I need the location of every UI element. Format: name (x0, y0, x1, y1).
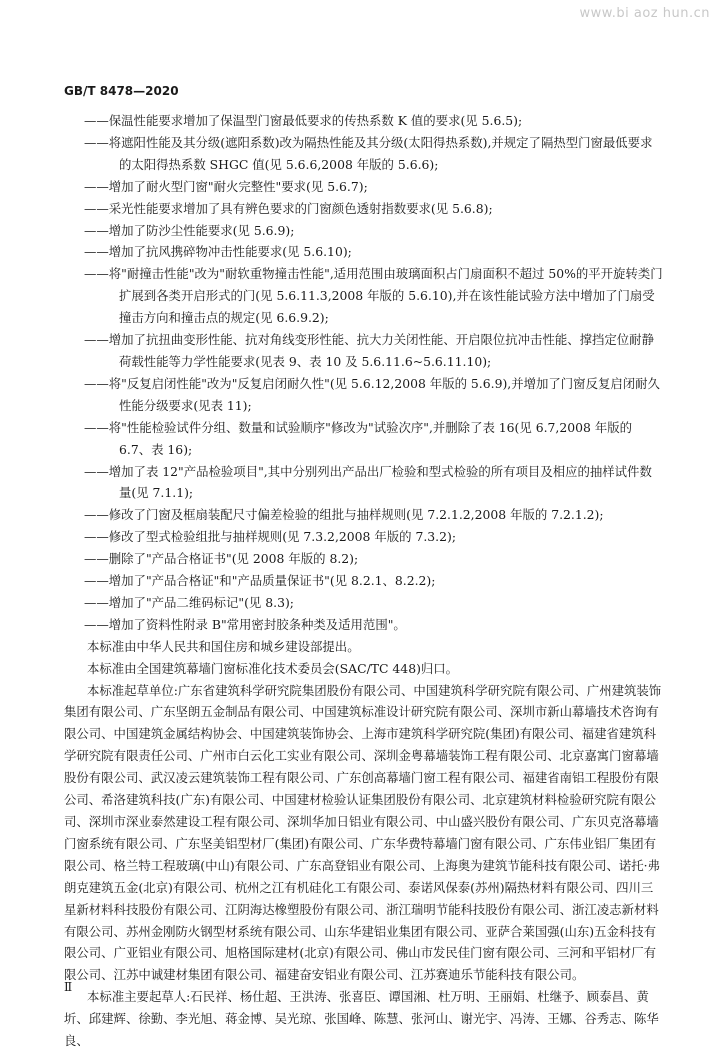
centralizing-paragraph: 本标准由全国建筑幕墙门窗标准化技术委员会(SAC/TC 448)归口。 (87, 660, 459, 676)
change-item: ——将"反复启闭性能"改为"反复启闭耐久性"(见 5.6.12,2008 年版的 5.6.9),并增加了门窗反复启闭耐久性能分级要求(见表 11); (84, 375, 660, 413)
change-item: ——修改了型式检验组批与抽样规则(见 7.3.2,2008 年版的 7.3.2); (84, 529, 456, 545)
change-item: ——删除了"产品合格证书"(见 2008 年版的 8.2); (84, 551, 359, 567)
body-text (64, 110, 664, 1052)
change-item: ——增加了"产品二维码标记"(见 8.3); (84, 594, 294, 610)
change-item: ——增加了抗扭曲变形性能、抗对角线变形性能、抗大力关闭性能、开启限位抗冲击性能、撑挡定位耐静荷载性能等力学性能要求(见表 9、表 10 及 5.6.11.6~5.6.11.10); (84, 332, 654, 369)
proposer-paragraph: 本标准由中华人民共和国住房和城乡建设部提出。 (87, 638, 360, 654)
change-item: ——修改了门窗及框扇装配尺寸偏差检验的组批与抽样规则(见 7.2.1.2,2008 年版的 7.2.1.2); (84, 507, 604, 523)
page-number: Ⅱ (64, 980, 73, 994)
change-item: ——将"耐撞击性能"改为"耐软重物撞击性能",适用范围由玻璃面积占门扇面积不超过 50%的平开旋转类门扩展到各类开启形式的门(见 5.6.11.3,2008 年版的 5.6.10),并在该性能试验方法中增加了门扇受撞击方向和撞击点的规定(见 6.6.9.2); (84, 266, 663, 326)
change-item: ——采光性能要求增加了具有辨色要求的门窗颜色透射指数要求(见 5.6.8); (84, 200, 493, 216)
change-item: ——增加了防沙尘性能要求(见 5.6.9); (84, 222, 295, 238)
change-item: ——增加了抗风携碎物冲击性能要求(见 5.6.10); (84, 244, 352, 260)
change-item: ——将"性能检验试件分组、数量和试验顺序"修改为"试验次序",并删除了表 16(见 6.7,2008 年版的 6.7、表 16); (84, 419, 633, 457)
change-item: ——增加了"产品合格证"和"产品质量保证书"(见 8.2.1、8.2.2); (84, 573, 436, 589)
drafting-units-paragraph: 本标准起草单位:广东省建筑科学研究院集团股份有限公司、中国建筑科学研究院有限公司、广州建筑装饰集团有限公司、广东坚朗五金制品有限公司、中国建筑标准设计研究院有限公司、深圳市新山幕墙技术咨询有限公司、中国建筑金属结构协会、中国建筑装饰协会、上海市建筑科学研究院(集团)有限公司、福建省建筑科学研究院有限责任公司、广州市白云化工实业有限公司、深圳金粤幕墙装饰工程有限公司、北京嘉寓门窗幕墙股份有限公司、武汉凌云建筑装饰工程有限公司、广东创高幕墙门窗工程有限公司、福建省南铝工程股份有限公司、希洛建筑科技(广东)有限公司、中国建材检验认证集团股份有限公司、北京建筑材料检验研究院有限公司、深圳市深业泰然建设工程有限公司、深圳华加日铝业有限公司、中山盛兴股份有限公司、广东贝克洛幕墙门窗系统有限公司、广东坚美铝型材厂(集团)有限公司、广东华费特幕墙门窗有限公司、广东伟业铝厂集团有限公司、格兰特工程玻璃(中山)有限公司、广东高登铝业有限公司、上海奥为建筑节能科技有限公司、诺托·弗朗克建筑五金(北京)有限公司、杭州之江有机硅化工有限公司、泰诺风保泰(苏州)隔热材料有限公司、四川三星新材料科技股份有限公司、江阴海达橡塑股份有限公司、浙江瑞明节能科技股份有限公司、浙江凌志新材料有限公司、苏州金刚防火钢型材系统有限公司、山东华建铝业集团有限公司、亚萨合莱国强(山东)五金科技有限公司、广亚铝业有限公司、旭格国际建材(北京)有限公司、佛山市发民佳门窗有限公司、三河和平铝材厂有限公司、江苏中诚建材集团有限公司、福建奋安铝业有限公司、江苏赛迪乐节能科技有限公司。 (64, 682, 662, 983)
change-item: ——增加了表 12"产品检验项目",其中分别列出产品出厂检验和型式检验的所有项目及相应的抽样试件数量(见 7.1.1); (84, 463, 652, 501)
change-item: ——增加了资料性附录 B"常用密封胶条种类及适用范围"。 (84, 616, 406, 632)
standard-code: GB/T 8478—2020 (64, 84, 179, 98)
change-item: ——增加了耐火型门窗"耐火完整性"要求(见 5.6.7); (84, 178, 368, 194)
change-item: ——将遮阳性能及其分级(遮阳系数)改为隔热性能及其分级(太阳得热系数),并规定了隔热型门窗最低要求的太阳得热系数 SHGC 值(见 5.6.6,2008 年版的 5.6.6); (84, 134, 653, 172)
watermark: www.bi aoz hun.cn (579, 6, 710, 21)
drafters-paragraph: 本标准主要起草人:石民祥、杨仕超、王洪涛、张喜臣、谭国湘、杜万明、王丽娟、杜继予、顾泰昌、黄圻、邱建辉、徐勤、李光旭、蒋金博、吴光琼、张国峰、陈慧、张河山、谢光宇、冯涛、王娜、谷秀志、陈华良、 (64, 989, 659, 1049)
change-item: ——保温性能要求增加了保温型门窗最低要求的传热系数 K 值的要求(见 5.6.5); (84, 113, 523, 128)
